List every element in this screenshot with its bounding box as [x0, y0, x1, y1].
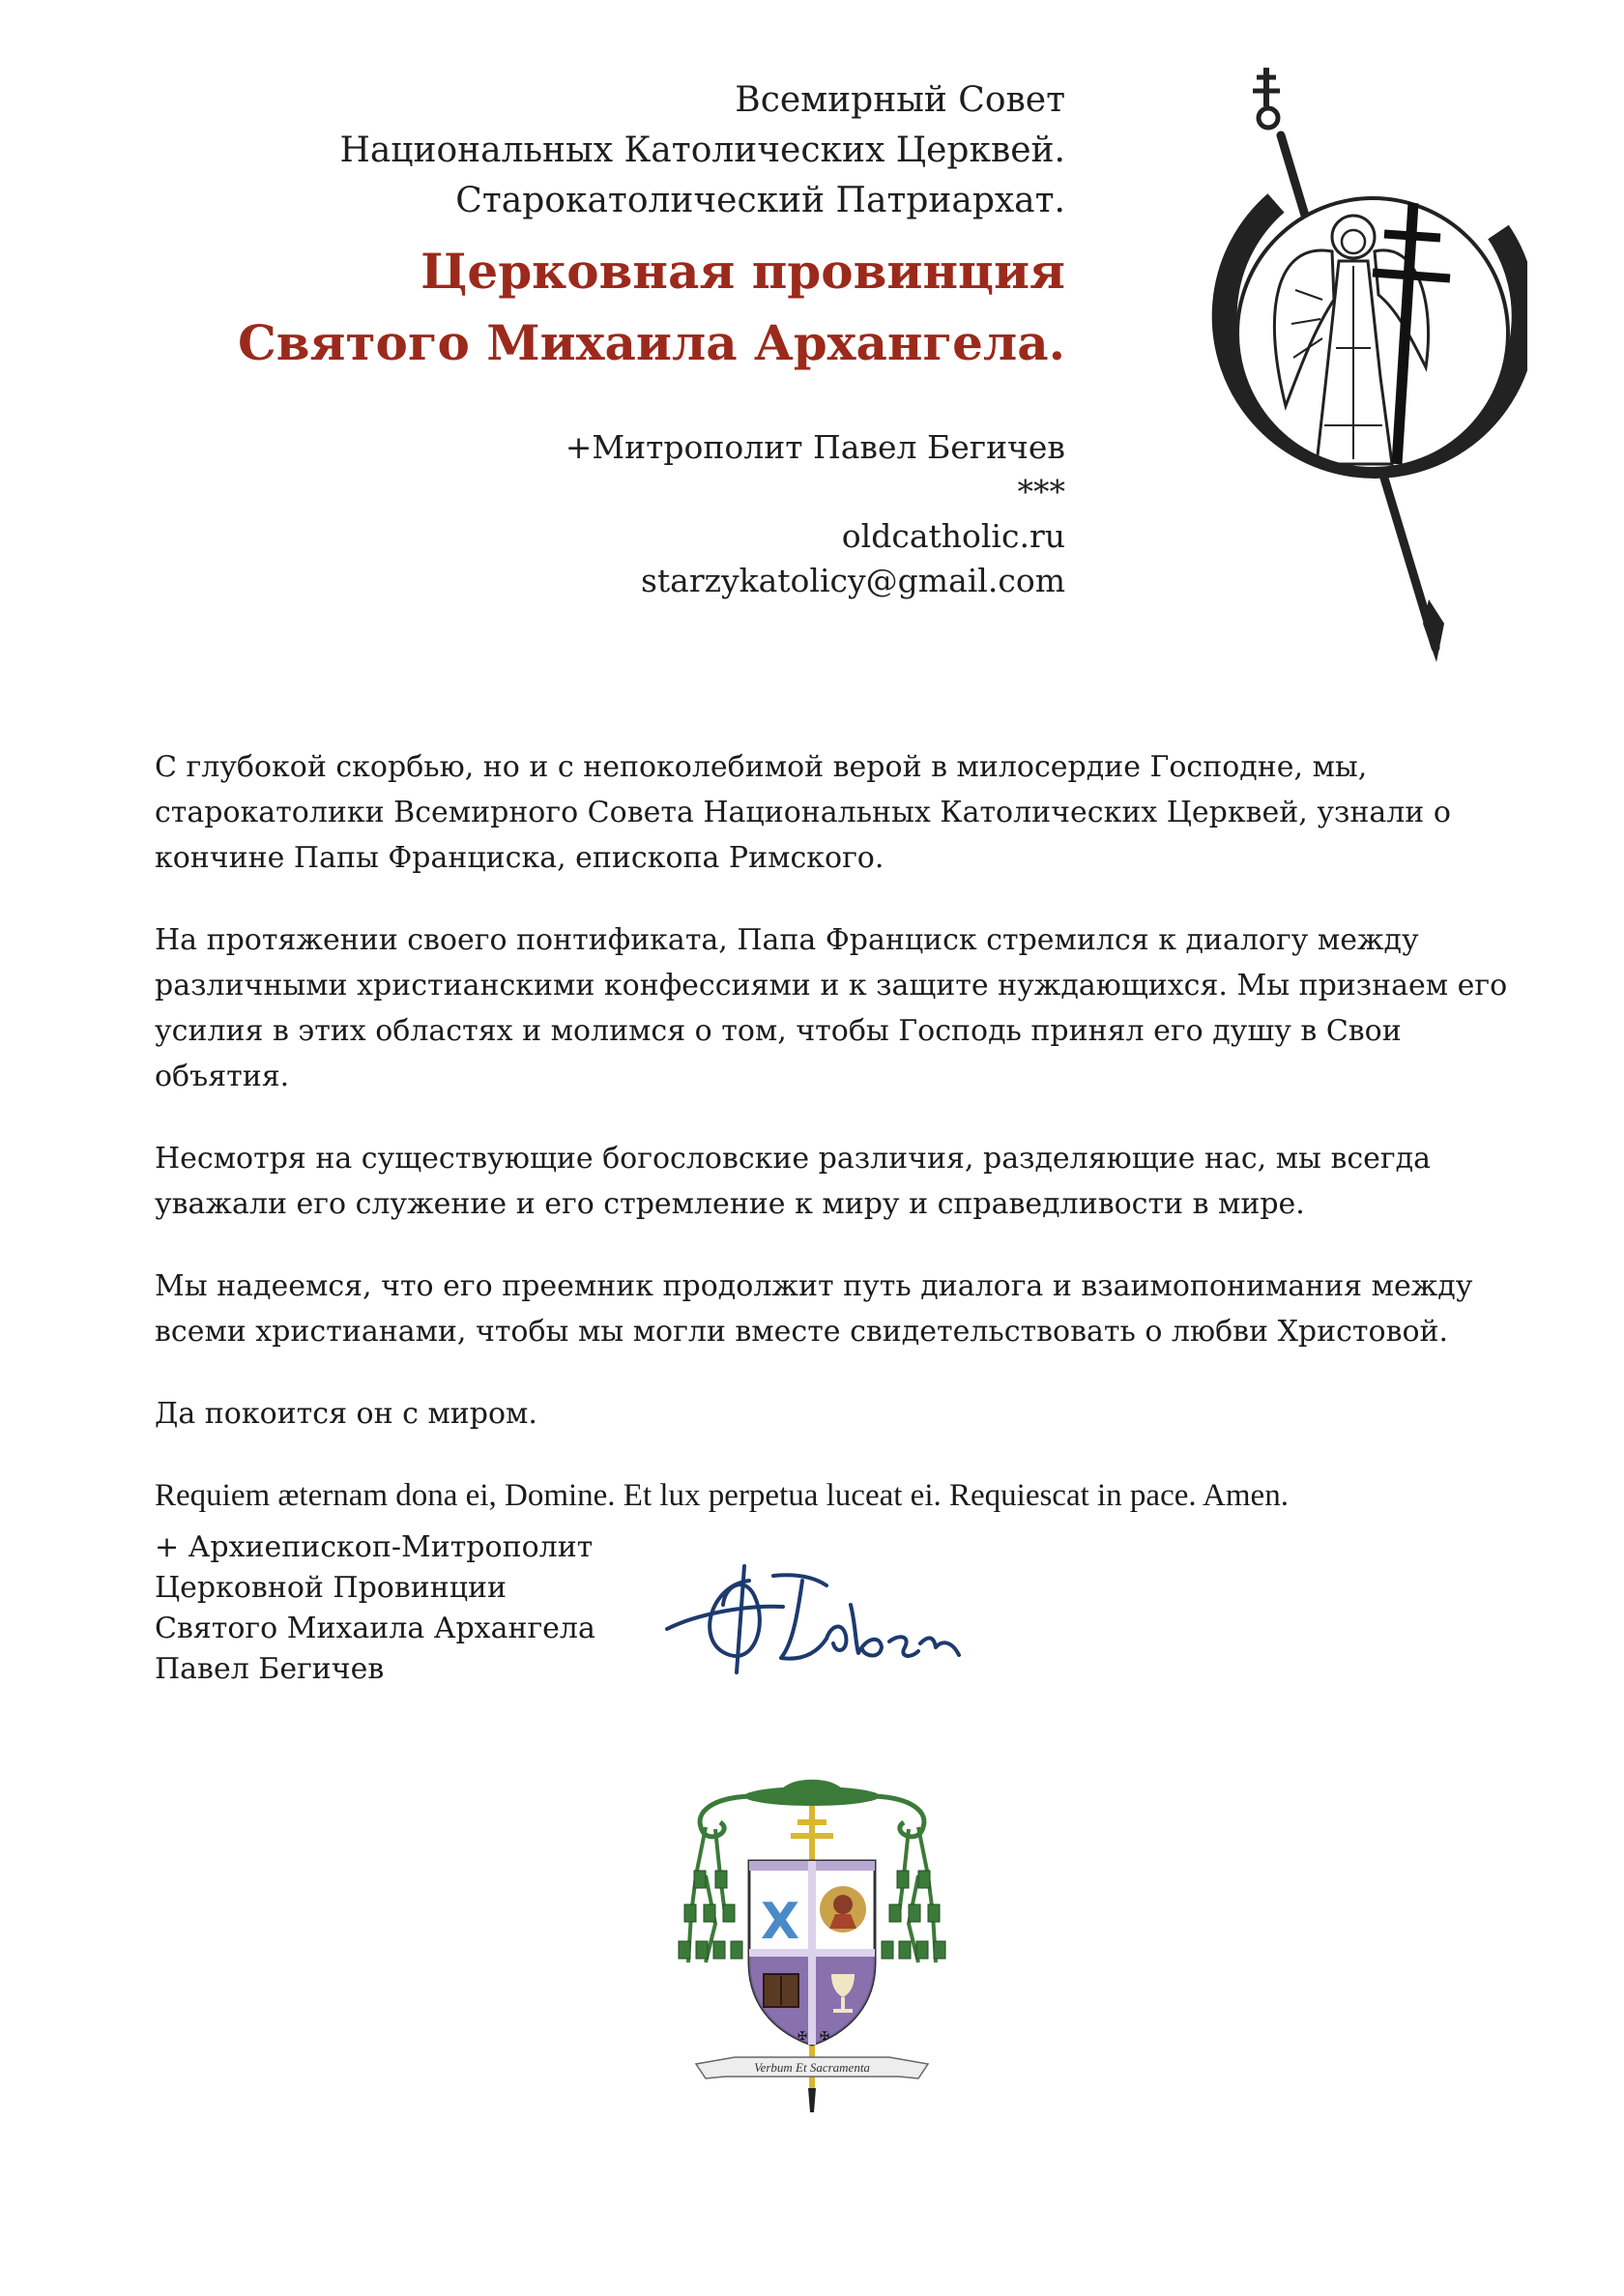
- svg-text:✠: ✠: [820, 2029, 830, 2043]
- signature-title-line-2: Церковной Провинции: [155, 1571, 507, 1605]
- chi-letter: X: [760, 1893, 800, 1951]
- province-title-line-1: Церковная провинция: [420, 243, 1065, 300]
- signature-name: Павел Бегичев: [155, 1652, 385, 1686]
- signature-title-line-3: Святого Михаила Архангела: [155, 1612, 595, 1645]
- handwritten-signature-icon: [657, 1547, 967, 1682]
- svg-text:✠: ✠: [798, 2029, 808, 2043]
- separator-stars: ***: [1017, 473, 1065, 510]
- motto-text: Verbum Et Sacramenta: [754, 2060, 870, 2075]
- metropolitan-name: +Митрополит Павел Бегичев: [565, 428, 1065, 466]
- coat-of-arms-icon: [677, 1769, 947, 2127]
- org-name-line-3: Старокатолический Патриархат.: [455, 181, 1065, 220]
- province-title-line-2: Святого Михаила Архангела.: [238, 314, 1065, 371]
- org-name-line-1: Всемирный Совет: [735, 80, 1065, 120]
- signature-block: [155, 1527, 696, 1690]
- website-link[interactable]: oldcatholic.ru: [841, 517, 1065, 555]
- letterhead: [99, 75, 1065, 603]
- latin-prayer: Requiem æternam dona ei, Domine. Et lux perpetua luceat ei. Requiescat in pace. Amen.: [155, 1478, 1289, 1513]
- letter-body: [155, 744, 1508, 1555]
- paragraph-1: С глубокой скорбью, но и с непоколебимой верой в милосердие Господне, мы, старокатолики Всемирного Совета Национальных Католических Церквей, узнали о кончине Папы Франциска, епископа Римского.: [155, 750, 1451, 875]
- email-link[interactable]: starzykatolicy@gmail.com: [640, 562, 1065, 599]
- paragraph-3: Несмотря на существующие богословские различия, разделяющие нас, мы всегда уважали его служение и его стремление к миру и справедливости в мире.: [155, 1142, 1431, 1221]
- org-name-line-2: Национальных Католических Церквей.: [339, 131, 1065, 170]
- signature-title-line-1: + Архиепископ-Митрополит: [155, 1530, 594, 1564]
- contact-block: [99, 425, 1065, 603]
- archangel-emblem-icon: [1208, 58, 1527, 667]
- paragraph-5: Да покоится он с миром.: [155, 1397, 537, 1431]
- paragraph-2: На протяжении своего понтификата, Папа Франциск стремился к диалогу между различными христианскими конфессиями и к защите нуждающихся. Мы признаем его усилия в этих областях и молимся о том, чтобы Господь принял его душу в Свои объятия.: [155, 923, 1508, 1093]
- paragraph-4: Мы надеемся, что его преемник продолжит путь диалога и взаимопонимания между всеми христианами, чтобы мы могли вместе свидетельствовать о любви Христовой.: [155, 1269, 1473, 1349]
